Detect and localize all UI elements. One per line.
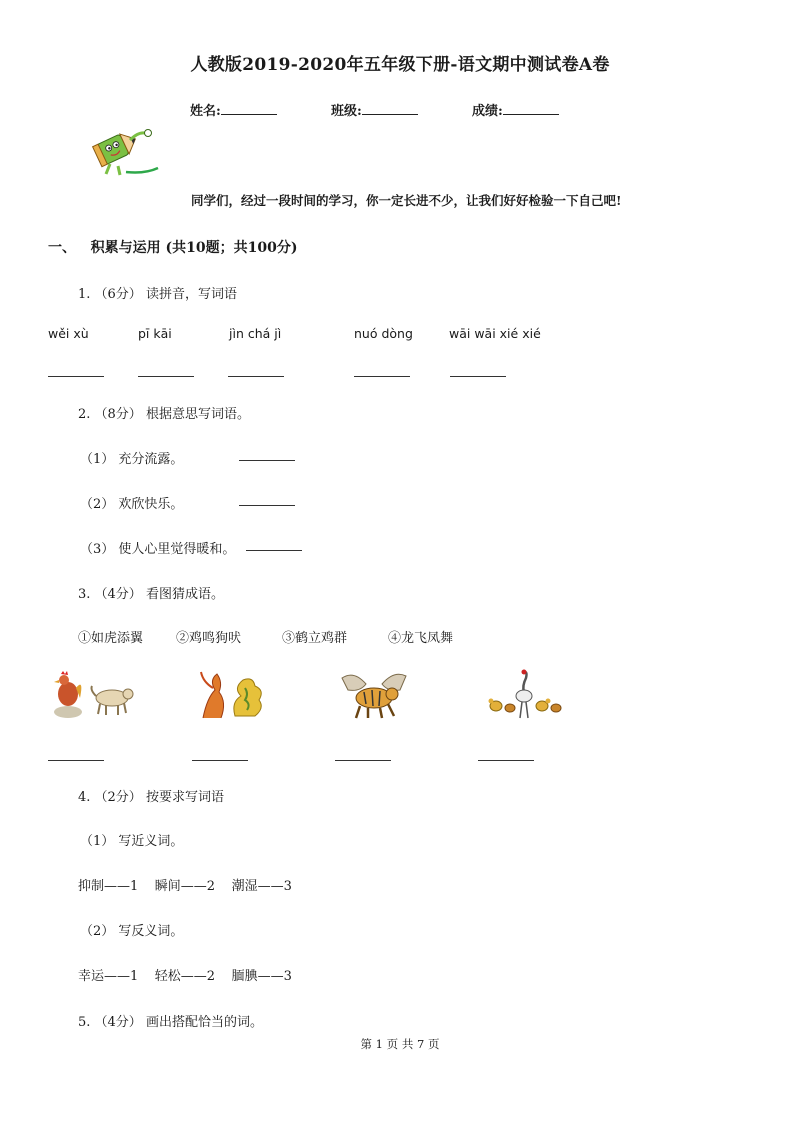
question-4-stem: 4. （2分） 按要求写词语	[78, 790, 224, 805]
pinyin-1: wěi xù	[48, 326, 89, 341]
answer-blank[interactable]	[478, 760, 534, 761]
page-footer: 第 1 页 共 7 页	[360, 1037, 440, 1051]
answer-blank[interactable]	[239, 460, 295, 461]
score-blank[interactable]	[503, 101, 559, 115]
idiom-option-2: ②鸡鸣狗吠	[176, 631, 242, 646]
class-blank[interactable]	[362, 101, 418, 115]
question-5-stem: 5. （4分） 画出搭配恰当的词。	[78, 1015, 263, 1030]
question-2-stem: 2. （8分） 根据意思写词语。	[78, 407, 250, 422]
winged-tiger-picture	[338, 668, 410, 722]
pinyin-2: pī kāi	[138, 326, 172, 341]
rooster-dog-picture	[50, 668, 136, 720]
pinyin-4: nuó dòng	[354, 326, 413, 341]
question-2-item-1: （1） 充分流露。	[80, 452, 184, 467]
answer-blank[interactable]	[239, 505, 295, 506]
name-blank[interactable]	[221, 101, 277, 115]
class-field	[331, 100, 418, 119]
answer-blank[interactable]	[246, 550, 302, 551]
answer-blank[interactable]	[138, 376, 194, 377]
question-4-sub-1: （1） 写近义词。	[80, 834, 184, 849]
crane-chickens-picture	[482, 668, 566, 720]
question-2-item-3: （3） 使人心里觉得暖和。	[80, 542, 236, 557]
section-heading	[48, 237, 297, 257]
answer-blank[interactable]	[228, 376, 284, 377]
synonym-line: 抑制——1 瞬间——2 潮湿——3	[78, 879, 292, 894]
section-title: 积累与运用 (共10题；共100分)	[90, 240, 298, 256]
question-2-item-2: （2） 欢欣快乐。	[80, 497, 184, 512]
page-title: 人教版2019-2020年五年级下册-语文期中测试卷A卷	[190, 55, 610, 75]
answer-blank[interactable]	[335, 760, 391, 761]
idiom-option-4: ④龙飞凤舞	[388, 631, 454, 646]
idiom-option-1: ①如虎添翼	[78, 631, 144, 646]
pinyin-5: wāi wāi xié xié	[449, 326, 541, 341]
score-field	[472, 100, 559, 119]
answer-blank[interactable]	[354, 376, 410, 377]
idiom-option-3: ③鹤立鸡群	[282, 631, 348, 646]
answer-blank[interactable]	[450, 376, 506, 377]
antonym-line: 幸运——1 轻松——2 腼腆——3	[78, 969, 292, 984]
dragon-phoenix-picture	[195, 668, 271, 722]
pencil-mascot-icon	[90, 122, 162, 178]
class-label: 班级:	[331, 104, 362, 119]
score-label: 成绩:	[472, 104, 503, 119]
pinyin-3: jìn chá jì	[229, 326, 282, 341]
section-number: 一、	[48, 240, 76, 256]
answer-blank[interactable]	[48, 376, 104, 377]
answer-blank[interactable]	[48, 760, 104, 761]
greeting-text: 同学们，经过一段时间的学习，你一定长进不少，让我们好好检验一下自己吧!	[191, 193, 622, 208]
question-1-stem: 1. （6分） 读拼音，写词语	[78, 287, 237, 302]
question-3-stem: 3. （4分） 看图猜成语。	[78, 587, 224, 602]
question-4-sub-2: （2） 写反义词。	[80, 924, 184, 939]
name-field	[190, 100, 277, 119]
name-label: 姓名:	[190, 104, 221, 119]
answer-blank[interactable]	[192, 760, 248, 761]
